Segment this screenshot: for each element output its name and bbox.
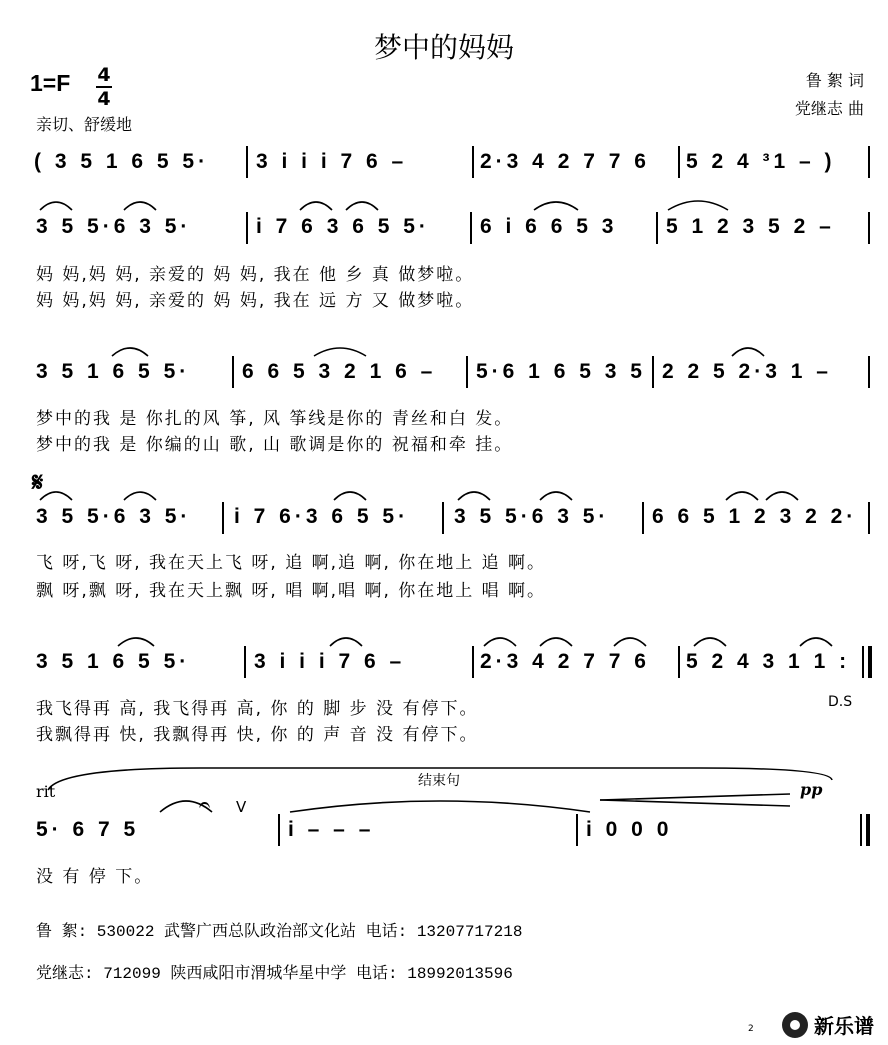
slur: [766, 492, 798, 500]
slur: [694, 638, 726, 646]
bar-line: [652, 356, 654, 388]
slur: [330, 638, 362, 646]
bar-line: [472, 646, 474, 678]
repeat-bar-thick: [868, 646, 872, 678]
bar-line: [868, 146, 870, 178]
slur: [726, 492, 758, 500]
bar-line: [868, 502, 870, 534]
tie: [290, 801, 590, 812]
slur: [540, 638, 572, 646]
lyric-line-verse-1: 梦中的我 是 你扎的风 筝, 风 筝线是你的 青丝和白 发。: [36, 409, 514, 429]
measure-notes: 3 5 1 6 5 5·: [36, 360, 191, 383]
slur: [534, 202, 578, 210]
slur: [124, 202, 156, 210]
bar-line: [232, 356, 234, 388]
measure-notes: i 0 0 0: [586, 818, 673, 841]
measure-notes: 3 i i i 7 6 –: [256, 150, 408, 173]
bar-line: [868, 212, 870, 244]
measure-notes: 3 5 5·6 3 5·: [454, 505, 610, 528]
bar-line: [244, 646, 246, 678]
page-title: 梦中的妈妈: [373, 31, 514, 64]
dal-segno-marking: D.S: [828, 694, 853, 710]
site-logo: [782, 1010, 874, 1039]
decrescendo-hairpin: [600, 794, 790, 800]
measure-notes: i 7 6·3 6 5 5·: [234, 505, 410, 528]
measure-notes: 5 1 2 3 5 2 –: [666, 215, 835, 238]
measure-notes: i – – –: [288, 818, 375, 841]
slur: [112, 348, 148, 356]
slur: [614, 638, 646, 646]
measure-notes: 3 5 1 6 5 5·: [36, 650, 191, 673]
slur: [118, 638, 154, 646]
slur: [458, 492, 490, 500]
tempo-marking: 亲切、舒缓地: [36, 115, 133, 134]
slur: [800, 638, 832, 646]
contact-lyricist: 鲁 絮: 530022 武警广西总队政治部文化站 电话: 13207717218: [36, 923, 523, 941]
measure-notes: i 7 6 3 6 5 5·: [256, 215, 430, 238]
time-signature-bottom: 4: [97, 88, 111, 110]
lyric-line-verse-2: 梦中的我 是 你编的山 歌, 山 歌调是你的 祝福和牵 挂。: [36, 435, 514, 455]
bar-line: [222, 502, 224, 534]
slur: [124, 492, 156, 500]
measure-notes: 6 i 6 6 5 3: [480, 215, 618, 238]
bar-line: [466, 356, 468, 388]
ritardando-marking: rit: [36, 782, 56, 801]
slur: [40, 202, 72, 210]
slur: [300, 202, 332, 210]
bar-line: [642, 502, 644, 534]
bar-line: [246, 146, 248, 178]
measure-notes: 3 5 5·6 3 5·: [36, 215, 192, 238]
measure-notes: 5·6 1 6 5 3 5: [476, 360, 646, 383]
lyric-line-verse-1: 我飞得再 高, 我飞得再 高, 你 的 脚 步 没 有停下。: [36, 699, 479, 719]
lyric-line-verse-2: 飘 呀,飘 呀, 我在天上飘 呀, 唱 啊,唱 啊, 你在地上 唱 啊。: [36, 581, 547, 601]
decrescendo-hairpin: [600, 800, 790, 806]
measure-notes: 6 6 5 1 2 3 2 2·: [652, 505, 858, 528]
measure-notes: ( 3 5 1 6 5 5·: [34, 150, 210, 173]
lyricist-credit: 鲁 絮 词: [805, 71, 864, 90]
bar-line: [472, 146, 474, 178]
measure-notes: 3 5 5·6 3 5·: [36, 505, 192, 528]
slur: [314, 348, 366, 356]
lyric-line-verse-2: 妈 妈,妈 妈, 亲爱的 妈 妈, 我在 远 方 又 做梦啦。: [36, 291, 475, 311]
bar-line: [678, 646, 680, 678]
bar-line: [868, 356, 870, 388]
measure-notes: 6 6 5 3 2 1 6 –: [242, 360, 437, 383]
measure-notes: 2·3 4 2 7 7 6: [480, 150, 650, 173]
final-bar-thick: [866, 814, 870, 846]
measure-notes: 5· 6 7 5: [36, 818, 140, 841]
logo-text: 新乐谱: [814, 1014, 874, 1038]
lyric-line-verse-1: 妈 妈,妈 妈, 亲爱的 妈 妈, 我在 他 乡 真 做梦啦。: [36, 265, 475, 285]
bar-line: [442, 502, 444, 534]
segno-sign: 𝄋: [32, 468, 44, 498]
slur: [40, 492, 72, 500]
bar-line: [246, 212, 248, 244]
breath-mark: V: [236, 798, 247, 816]
slur: [540, 492, 572, 500]
bar-line: [278, 814, 280, 846]
page-number: 2: [748, 1024, 754, 1034]
dynamic-marking: pp: [800, 780, 823, 799]
measure-notes: 3 i i i 7 6 –: [254, 650, 406, 673]
key-signature: 1=F: [30, 70, 71, 96]
slur: [334, 492, 366, 500]
bar-line: [470, 212, 472, 244]
composer-credit: 党继志 曲: [794, 99, 864, 118]
contact-composer: 党继志: 712099 陕西咸阳市渭城华星中学 电话: 18992013596: [36, 965, 513, 983]
vinyl-record-icon: [782, 1012, 808, 1038]
measure-notes: 2 2 5 2·3 1 –: [662, 360, 832, 383]
lyric-line-verse-1: 飞 呀,飞 呀, 我在天上飞 呀, 追 啊,追 啊, 你在地上 追 啊。: [36, 553, 547, 573]
fermata-icon: 𝄐: [199, 792, 211, 816]
slur: [346, 202, 378, 210]
measure-notes: 2·3 4 2 7 7 6: [480, 650, 650, 673]
bar-line: [656, 212, 658, 244]
final-bar-thin: [860, 814, 862, 846]
bar-line: [678, 146, 680, 178]
slur: [732, 348, 764, 356]
lyric-line-verse-2: 我飘得再 快, 我飘得再 快, 你 的 声 音 没 有停下。: [36, 725, 479, 745]
ending-label: 结束句: [418, 773, 460, 789]
bar-line: [576, 814, 578, 846]
slur: [668, 201, 728, 210]
measure-notes: 5 2 4 3 1 1 :: [686, 650, 851, 673]
slur: [484, 638, 516, 646]
lyric-line: 没 有 停 下。: [36, 867, 154, 887]
measure-notes: 5 2 4 ³1 – ): [686, 150, 836, 173]
time-signature-top: 4: [97, 64, 111, 86]
repeat-bar-thin: [862, 646, 864, 678]
